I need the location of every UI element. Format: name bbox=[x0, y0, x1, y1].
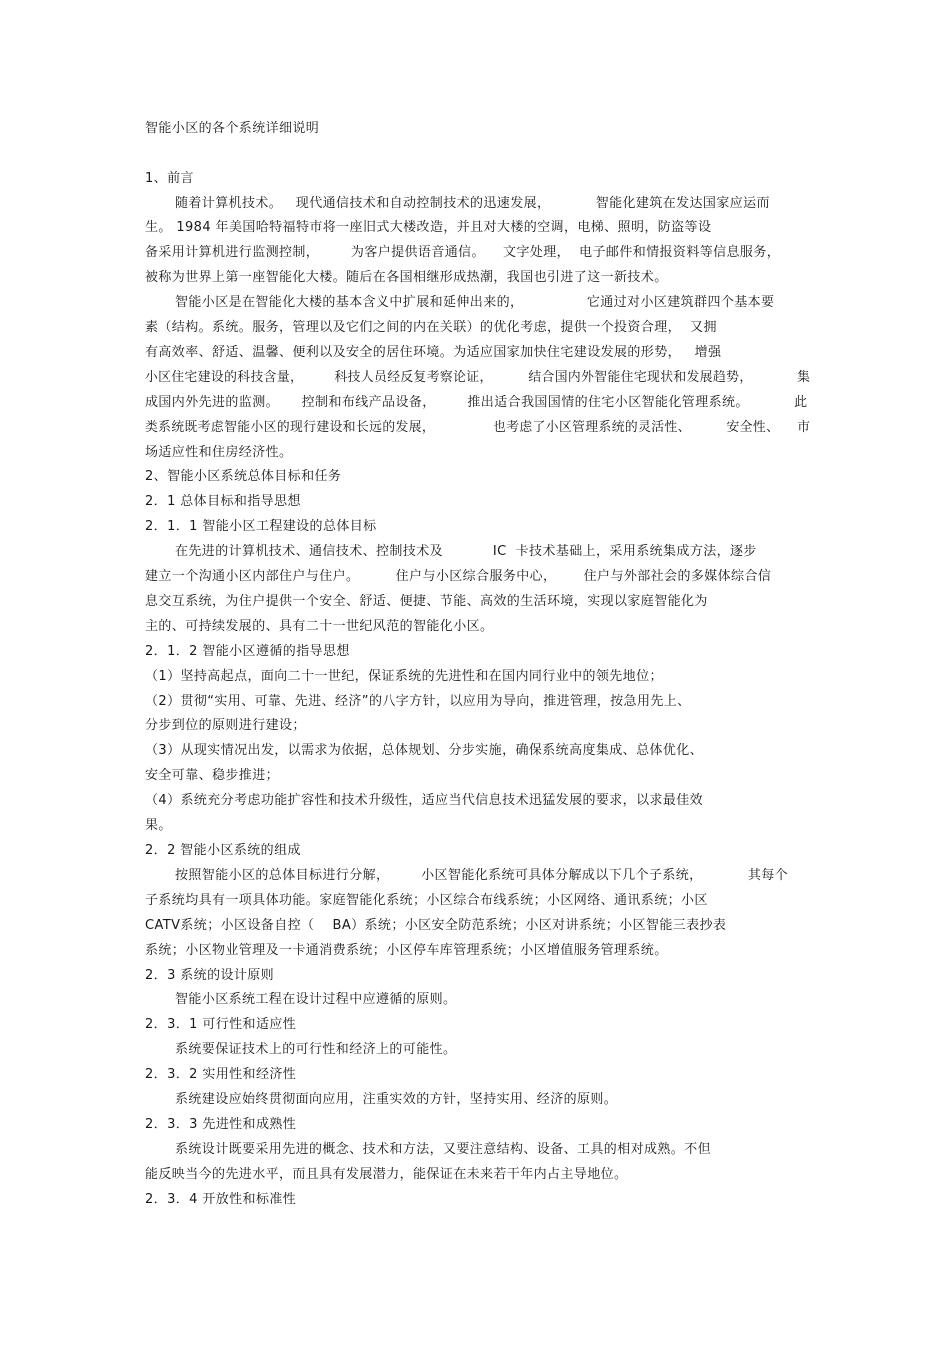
list-item-continued: 果。 bbox=[145, 818, 172, 833]
paragraph-line: 类系统既考虑智能小区的现行建设和长远的发展， 也考虑了小区管理系统的灵活性、 安全性、 市 bbox=[145, 420, 811, 435]
paragraph-line: 在先进的计算机技术、通信技术、控制技术及 IC 卡技术基础上，采用系统集成方法，逐步 bbox=[175, 544, 757, 559]
paragraph-line: 素（结构。系统。服务，管理以及它们之间的内在关联）的优化考虑，提供一个投资合理， 又拥 bbox=[145, 320, 717, 335]
heading-2-3-4: 2．3．4 开放性和标准性 bbox=[145, 1192, 297, 1207]
document-title: 智能小区的各个系统详细说明 bbox=[145, 121, 320, 136]
heading-2-3-1: 2．3．1 可行性和适应性 bbox=[145, 1017, 297, 1032]
paragraph-line: 系统设计既要采用先进的概念、技术和方法，又要注意结构、设备、工具的相对成熟。不但 bbox=[175, 1142, 712, 1157]
paragraph-line: 备采用计算机进行监测控制， 为客户提供语音通信。 文字处理， 电子邮件和情报资料等信息服务， bbox=[145, 245, 781, 260]
heading-2-2: 2．2 智能小区系统的组成 bbox=[145, 843, 301, 858]
heading-2-3: 2．3 系统的设计原则 bbox=[145, 968, 275, 983]
list-item-continued: 分步到位的原则进行建设； bbox=[145, 718, 306, 733]
paragraph-line: 系统要保证技术上的可行性和经济上的可能性。 bbox=[175, 1042, 457, 1057]
paragraph-line: 有高效率、舒适、温馨、便利以及安全的居住环境。为适应国家加快住宅建设发展的形势， 增强 bbox=[145, 345, 722, 360]
heading-2-3-2: 2．3．2 实用性和经济性 bbox=[145, 1067, 297, 1082]
heading-1: 1、前言 bbox=[145, 171, 194, 186]
list-item-continued: 安全可靠、稳步推进； bbox=[145, 768, 280, 783]
list-item: （1）坚持高起点，面向二十一世纪，保证系统的先进性和在国内同行业中的领先地位； bbox=[145, 669, 663, 684]
heading-2-1-2: 2．1．2 智能小区遵循的指导思想 bbox=[145, 644, 350, 659]
paragraph-line: 场适应性和住房经济性。 bbox=[145, 445, 293, 460]
list-item: （3）从现实情况出发，以需求为依据，总体规划、分步实施，确保系统高度集成、总体优化、 bbox=[145, 743, 704, 758]
paragraph-line: 建立一个沟通小区内部住户与住户。 住户与小区综合服务中心， 住户与外部社会的多媒体综合信 bbox=[145, 569, 772, 584]
paragraph-line: 系统建设应始终贯彻面向应用，注重实效的方针，坚持实用、经济的原则。 bbox=[175, 1092, 618, 1107]
paragraph-line: 成国内外先进的监测。 控制和布线产品设备， 推出适合我国国情的住宅小区智能化管理系统。 此 bbox=[145, 395, 808, 410]
list-item: （4）系统充分考虑功能扩容性和技术升级性，适应当代信息技术迅猛发展的要求，以求最佳效 bbox=[145, 793, 704, 808]
paragraph-line: 随着计算机技术。 现代通信技术和自动控制技术的迅速发展， 智能化建筑在发达国家应运而 bbox=[175, 196, 770, 211]
paragraph-line: 能反映当今的先进水平，而且具有发展潜力，能保证在未来若干年内占主导地位。 bbox=[145, 1167, 628, 1182]
paragraph-line: 子系统均具有一项具体功能。家庭智能化系统；小区综合布线系统；小区网络、通讯系统；小区 bbox=[145, 893, 708, 908]
heading-2-1: 2．1 总体目标和指导思想 bbox=[145, 494, 301, 509]
heading-2-1-1: 2．1．1 智能小区工程建设的总体目标 bbox=[145, 519, 377, 534]
paragraph-line: 生。 1984 年美国哈特福特市将一座旧式大楼改造，并且对大楼的空调，电梯、照明，防盗等设 bbox=[145, 220, 712, 235]
paragraph-line: 按照智能小区的总体目标进行分解， 小区智能化系统可具体分解成以下几个子系统， 其每个 bbox=[175, 868, 789, 883]
paragraph-line: 主的、可持续发展的、具有二十一世纪风范的智能化小区。 bbox=[145, 619, 494, 634]
paragraph-line: 被称为世界上第一座智能化大楼。随后在各国相继形成热潮，我国也引进了这一新技术。 bbox=[145, 270, 668, 285]
heading-2-3-3: 2．3．3 先进性和成熟性 bbox=[145, 1117, 297, 1132]
paragraph-line: 智能小区是在智能化大楼的基本含义中扩展和延伸出来的， 它通过对小区建筑群四个基本要 bbox=[175, 295, 775, 310]
heading-2: 2、智能小区系统总体目标和任务 bbox=[145, 469, 342, 484]
paragraph-line: 息交互系统，为住户提供一个安全、舒适、便捷、节能、高效的生活环境，实现以家庭智能化为 bbox=[145, 594, 708, 609]
paragraph-line: 小区住宅建设的科技含量， 科技人员经反复考察论证， 结合国内外智能住宅现状和发展趋势， 集 bbox=[145, 370, 811, 385]
paragraph-line: 系统；小区物业管理及一卡通消费系统；小区停车库管理系统；小区增值服务管理系统。 bbox=[145, 943, 668, 958]
paragraph-line: 智能小区系统工程在设计过程中应遵循的原则。 bbox=[175, 992, 457, 1007]
paragraph-line: CATV系统；小区设备自控（ BA）系统；小区安全防范系统；小区对讲系统；小区智能三表抄表 bbox=[145, 918, 727, 933]
list-item: （2）贯彻“实用、可靠、先进、经济”的八字方针，以应用为导向，推进管理，按急用先上、 bbox=[145, 694, 691, 709]
